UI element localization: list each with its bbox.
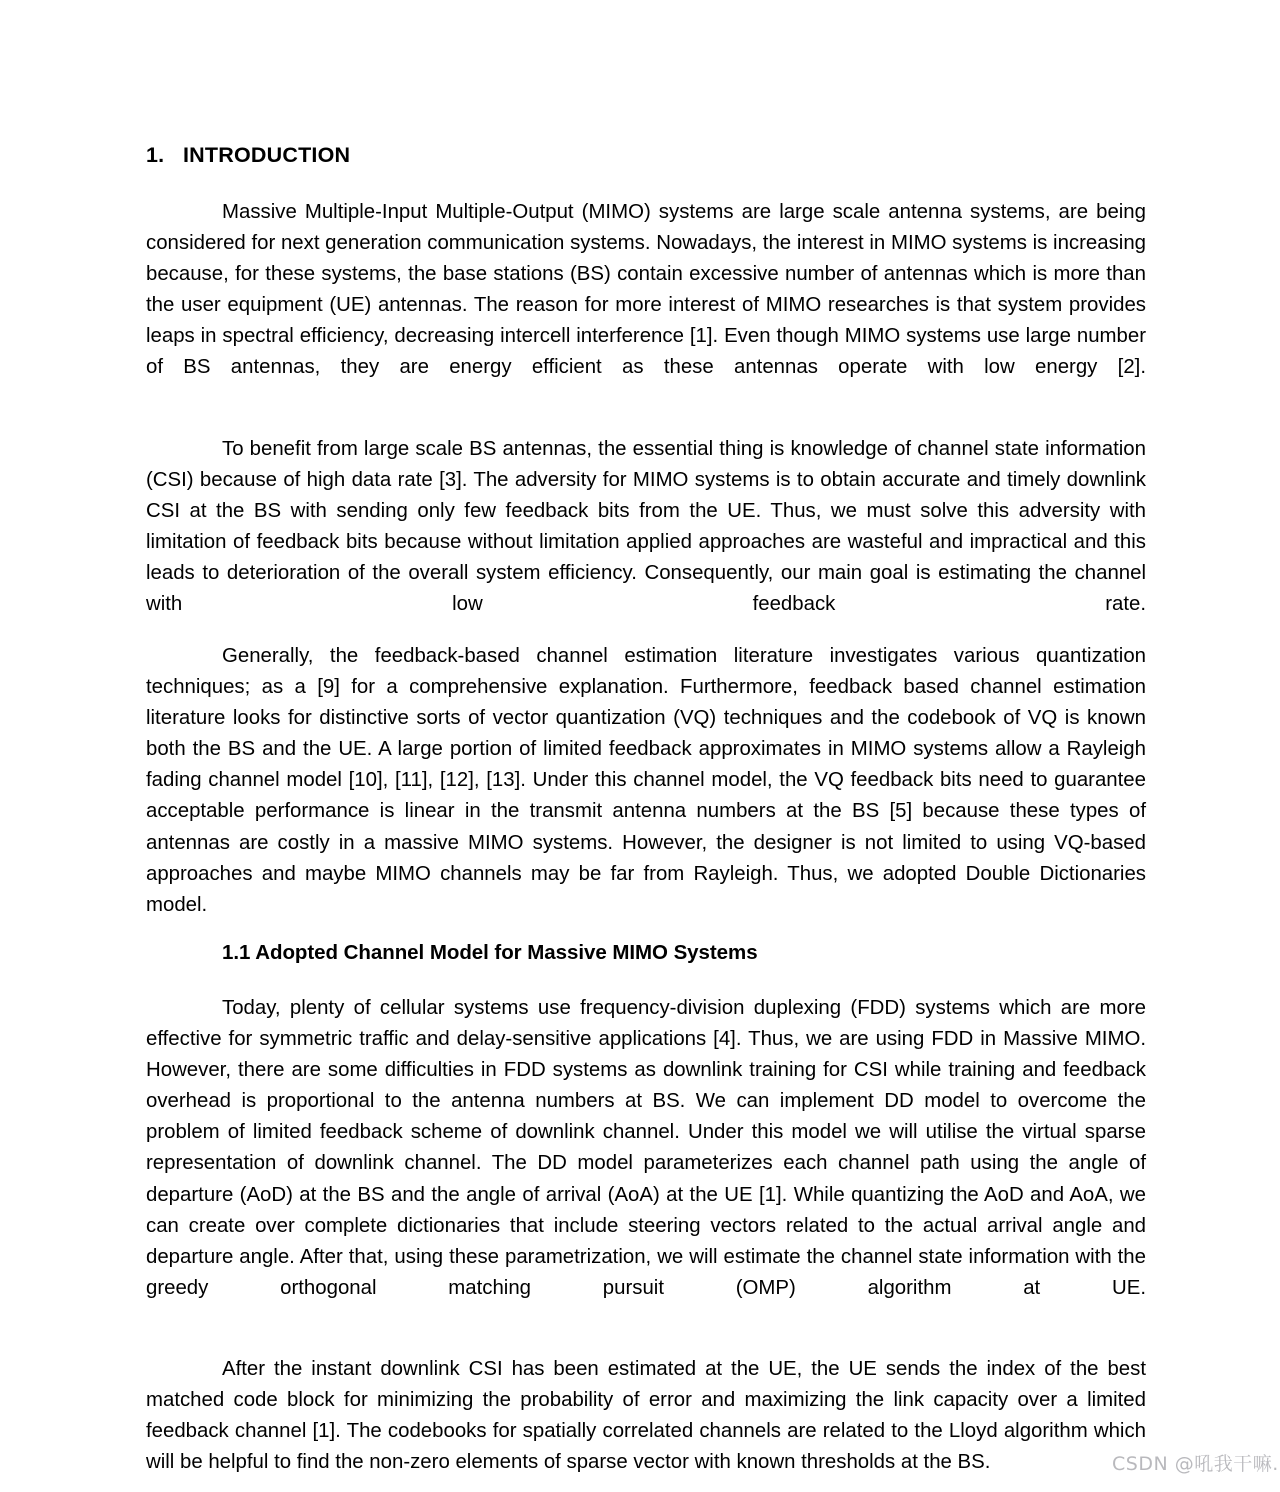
paragraph-3: Generally, the feedback-based channel estimation literature investigates various quantization techniques; as a [9] for a comprehensive explanation. Furthermore, feedback based channel estimation literature looks for distinctive sorts of vector quantization (VQ) techniques and the codebook of VQ is known both the BS and the UE. A large portion of limited feedback approximates in MIMO systems allow a Rayleigh fading channel model [10], [11], [12], [13]. Under this channel model, the VQ feedback bits need to guarantee acceptable performance is linear in the transmit antenna numbers at the BS [5] because these types of antennas are costly in a massive MIMO systems. However, the designer is not limited to using VQ-based approaches and maybe MIMO channels may be far from Rayleigh. Thus, we adopted Double Dictionaries model.: [146, 645, 1146, 916]
section-number: 1.: [146, 143, 165, 167]
paragraph-2: To benefit from large scale BS antennas, the essential thing is knowledge of channel state information (CSI) because of high data rate [3]. The adversity for MIMO systems is to obtain accurate and timely downlink CSI at the BS with sending only few feedback bits from the UE. Thus, we must solve this adversity with limitation of feedback bits because without limitation applied approaches are wasteful and impractical and this leads to deterioration of the overall system efficiency. Consequently, our main goal is estimating the channel with low feedback rate.: [146, 438, 1146, 616]
section-heading: [146, 143, 350, 168]
subsection-heading: 1.1 Adopted Channel Model for Massive MIMO Systems: [222, 941, 758, 964]
paragraph-1: Massive Multiple-Input Multiple-Output (MIMO) systems are large scale antenna systems, are being considered for next generation communication systems. Nowadays, the interest in MIMO systems is increasing because, for these systems, the base stations (BS) contain excessive number of antennas which is more than the user equipment (UE) antennas. The reason for more interest of MIMO researches is that system provides leaps in spectral efficiency, decreasing intercell interference [1]. Even though MIMO systems use large number of BS antennas, they are energy efficient as these antennas operate with low energy [2].: [146, 201, 1146, 379]
paragraph-5: After the instant downlink CSI has been estimated at the UE, the UE sends the index of the best matched code block for minimizing the probability of error and maximizing the link capacity over a limited feedback channel [1]. The codebooks for spatially correlated channels are related to the Lloyd algorithm which will be helpful to find the non-zero elements of sparse vector with known thresholds at the BS.: [146, 1358, 1146, 1474]
paragraph-4: Today, plenty of cellular systems use frequency-division duplexing (FDD) systems which are more effective for symmetric traffic and delay-sensitive applications [4]. Thus, we are using FDD in Massive MIMO. However, there are some difficulties in FDD systems as downlink training for CSI while training and feedback overhead is proportional to the antenna numbers at BS. We can implement DD model to overcome the problem of limited feedback scheme of downlink channel. Under this model we will utilise the virtual sparse representation of downlink channel. The DD model parameterizes each channel path using the angle of departure (AoD) at the BS and the angle of arrival (AoA) at the UE [1]. While quantizing the AoD and AoA, we can create over complete dictionaries that include steering vectors related to the actual arrival angle and departure angle. After that, using these parametrization, we will estimate the channel state information with the greedy orthogonal matching pursuit (OMP) algorithm at UE.: [146, 997, 1146, 1299]
csdn-watermark: CSDN @吼我干嘛.: [1112, 1453, 1279, 1475]
section-title: INTRODUCTION: [183, 143, 351, 167]
